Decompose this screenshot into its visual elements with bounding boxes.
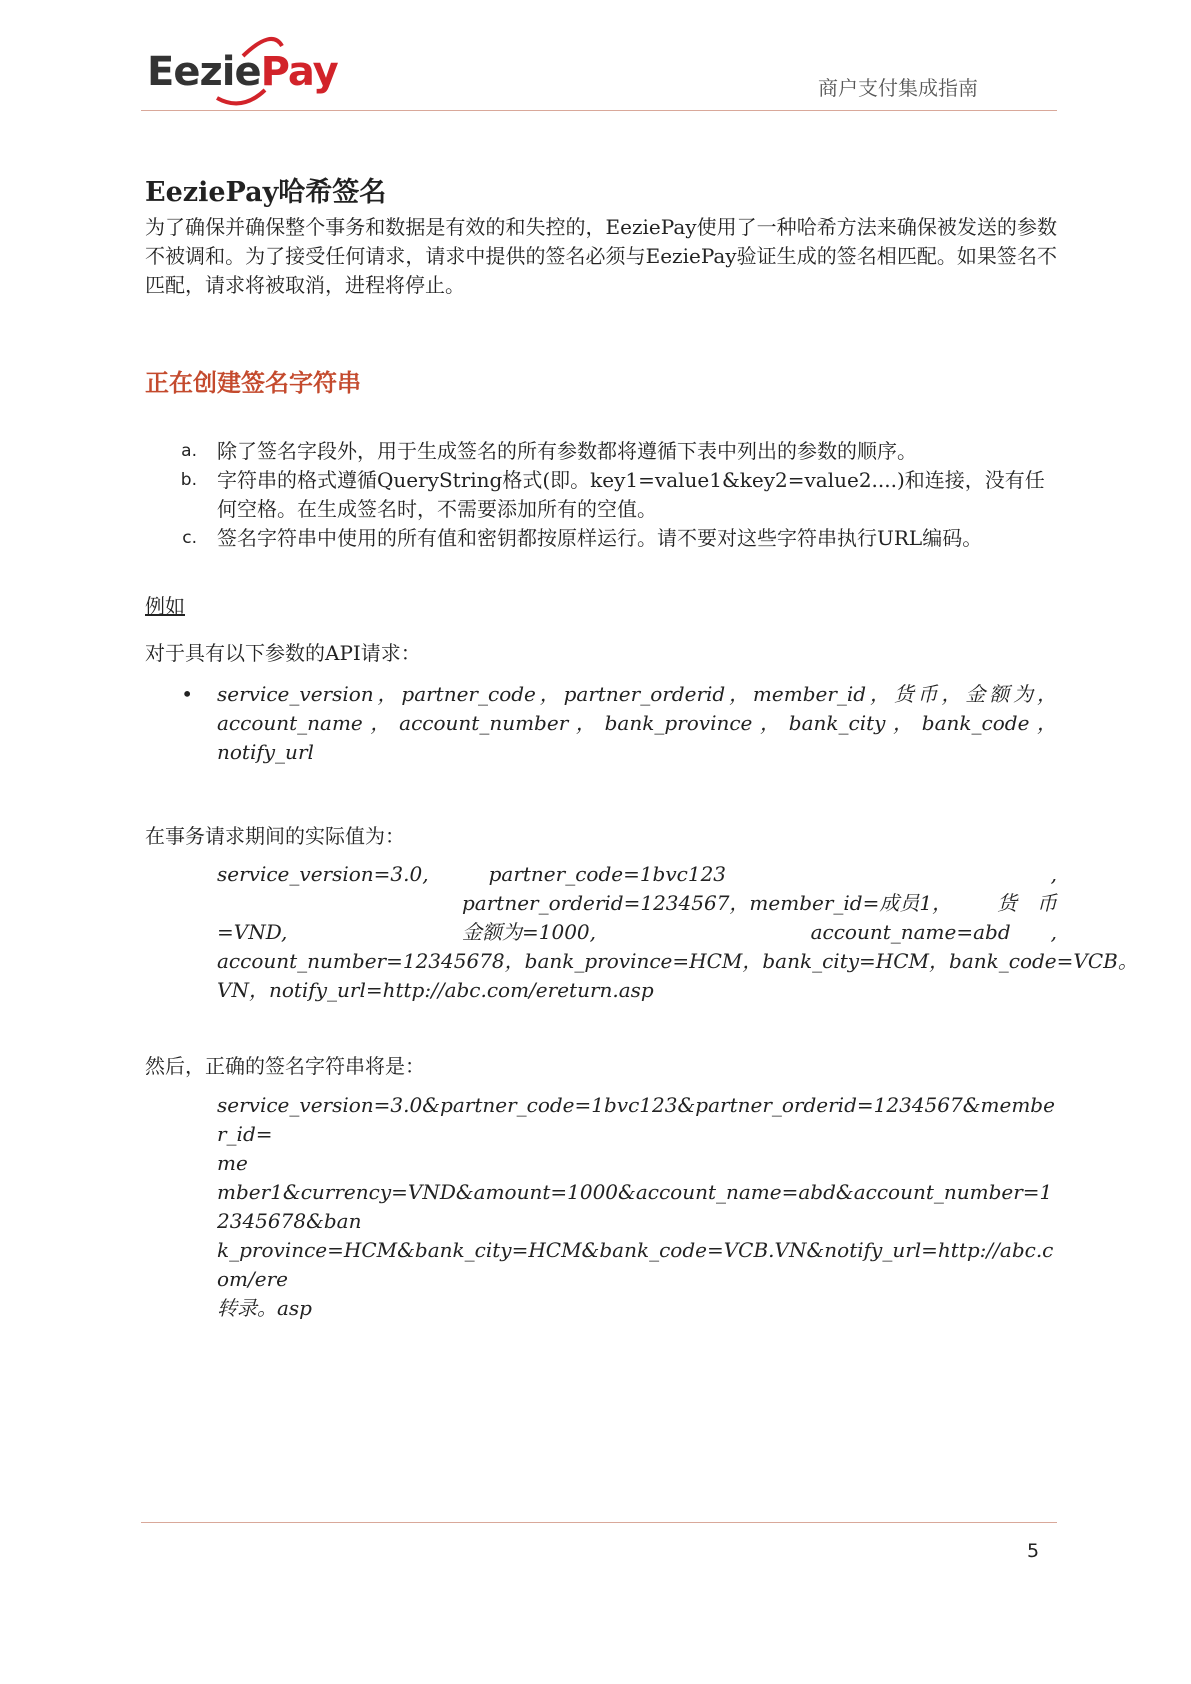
step-marker: b. xyxy=(180,470,197,490)
actual-values-block xyxy=(217,860,1138,1005)
step-text: 除了签名字段外，用于生成签名的所有参数都将遵循下表中列出的参数的顺序。 xyxy=(217,439,917,463)
list-item xyxy=(145,466,1057,524)
eeziepay-logo xyxy=(147,30,342,110)
param-list xyxy=(145,680,1057,767)
subsection-title: 正在创建签名字符串 xyxy=(145,368,361,397)
values-row xyxy=(217,947,1138,976)
values-cell: partner_orderid=1234567，member_id=成员1， xyxy=(462,891,953,915)
step-marker: c. xyxy=(182,528,197,548)
values-cell: VN，notify_url=http://abc.com/ereturn.asp xyxy=(217,978,654,1002)
steps-list xyxy=(145,437,1057,553)
signature-line: service_version=3.0&partner_code=1bvc123&partner_orderid=1234567&member_id= xyxy=(217,1093,1055,1146)
values-cell: 金额为=1000, xyxy=(462,920,597,944)
main-content xyxy=(145,170,1138,1320)
signature-line: mber1&currency=VND&amount=1000&account_name=abd&account_number=12345678&ban xyxy=(217,1180,1053,1233)
logo-part-pay: Pay xyxy=(260,49,338,95)
values-row xyxy=(217,976,1057,1005)
signature-line: me xyxy=(217,1151,248,1175)
values-cell: 货 币 xyxy=(997,891,1057,915)
values-cell: account_name=abd , xyxy=(810,920,1057,944)
api-intro: 对于具有以下参数的API请求： xyxy=(145,641,421,665)
list-item xyxy=(145,437,1057,466)
values-cell: =VND, xyxy=(217,920,288,944)
values-cell: , xyxy=(1050,862,1057,886)
values-cell: service_version=3.0, xyxy=(217,862,429,886)
logo-wordmark xyxy=(147,49,338,95)
values-row xyxy=(217,889,1057,918)
actual-values-intro: 在事务请求期间的实际值为： xyxy=(145,824,405,848)
footer-divider xyxy=(141,1522,1057,1523)
signature-line: 转录。asp xyxy=(217,1296,312,1320)
bullet-marker: • xyxy=(181,682,193,706)
values-row xyxy=(217,918,1057,947)
header-divider xyxy=(141,110,1057,111)
page-number: 5 xyxy=(1027,1540,1040,1562)
example-label: 例如 xyxy=(145,594,185,618)
header-title: 商户支付集成指南 xyxy=(818,76,978,100)
section-title: EeziePay哈希签名 xyxy=(145,177,387,208)
signature-string-block xyxy=(217,1091,1057,1323)
values-cell xyxy=(217,889,462,918)
step-text: 签名字符串中使用的所有值和密钥都按原样运行。请不要对这些字符串执行URL编码。 xyxy=(217,526,983,550)
param-names: service_version，partner_code，partner_orderid，member_id，货币，金额为，account_name ， account_number ， bank_province ， bank_city ， bank_code ，notify_url xyxy=(217,682,1057,764)
values-cell: partner_code=1bvc123 xyxy=(488,862,727,886)
values-cell: account_number=12345678，bank_province=HCM，bank_city=HCM，bank_code=VCB。 xyxy=(217,949,1138,973)
logo-part-eezie: Eezie xyxy=(147,49,261,95)
list-item xyxy=(145,524,1057,553)
result-intro: 然后，正确的签名字符串将是： xyxy=(145,1054,425,1078)
signature-line: k_province=HCM&bank_city=HCM&bank_code=VCB.VN&notify_url=http://abc.com/ere xyxy=(217,1238,1054,1291)
step-text: 字符串的格式遵循QueryString格式(即。key1=value1&key2=value2....)和连接，没有任何空格。在生成签名时，不需要添加所有的空值。 xyxy=(217,468,1045,521)
values-row xyxy=(217,860,1057,889)
section-intro: 为了确保并确保整个事务和数据是有效的和失控的，EeziePay使用了一种哈希方法来确保被发送的参数不被调和。为了接受任何请求，请求中提供的签名必须与EeziePay验证生成的签名相匹配。如果签名不匹配，请求将被取消，进程将停止。 xyxy=(145,215,1057,297)
step-marker: a. xyxy=(181,441,197,461)
